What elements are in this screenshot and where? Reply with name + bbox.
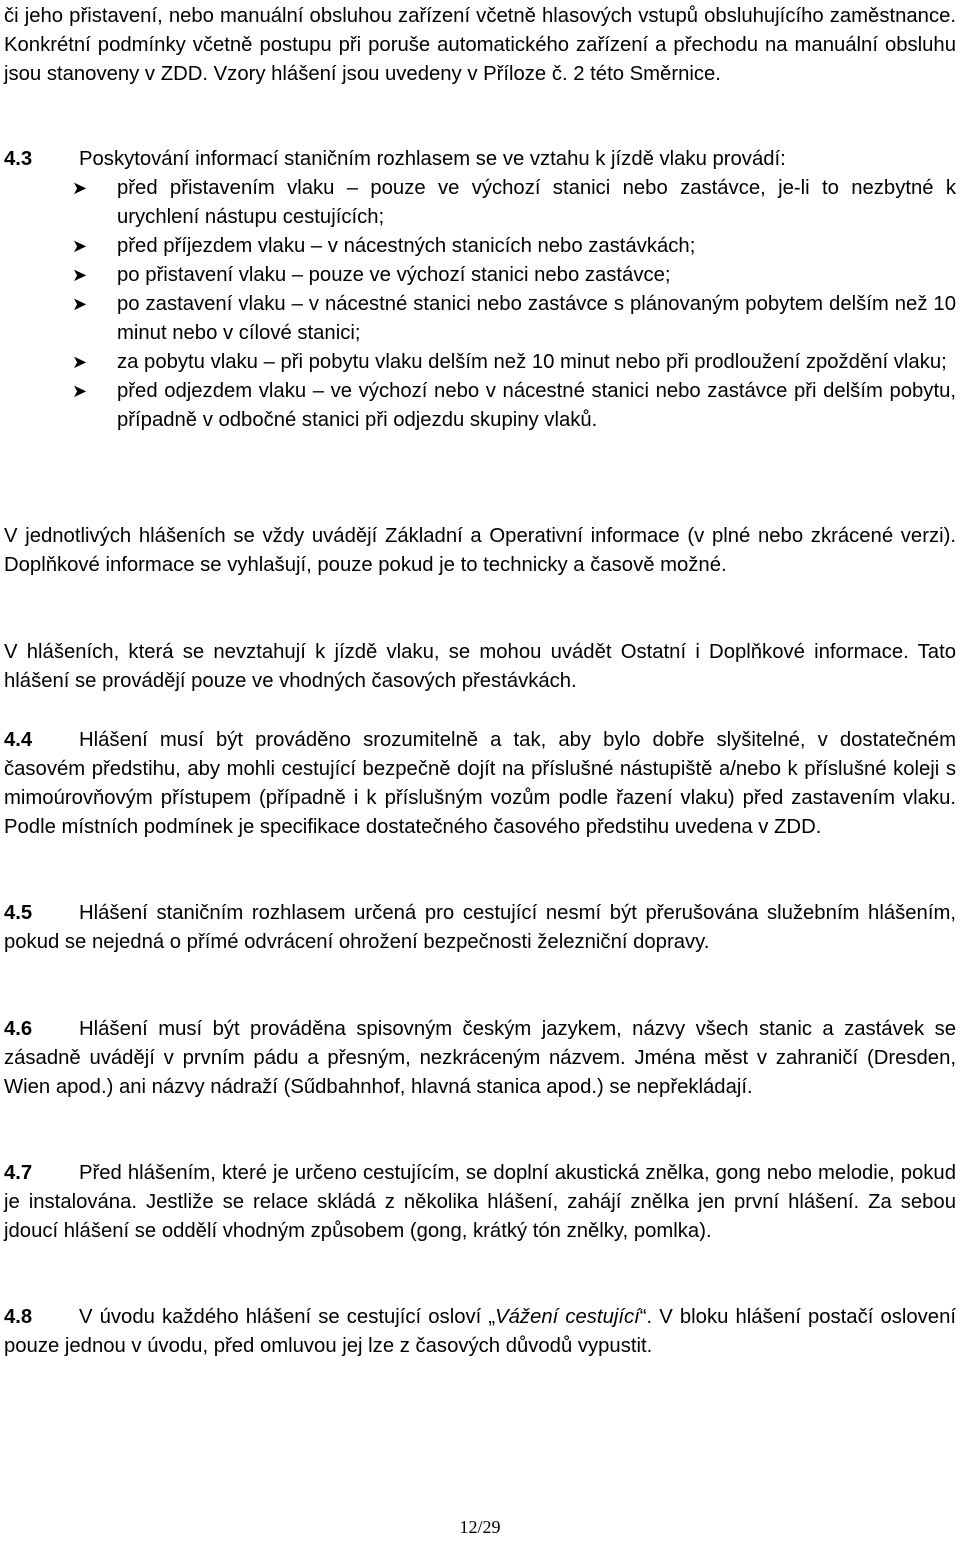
section-4-3-lead bbox=[4, 145, 956, 174]
list-item: ➤ za pobytu vlaku – při pobytu vlaku delším než 10 minut nebo při prodloužení zpoždění vlaku; bbox=[4, 348, 956, 377]
arrowhead-bullet-icon: ➤ bbox=[72, 294, 88, 314]
intro-paragraph bbox=[4, 2, 956, 89]
section-4-3 bbox=[4, 145, 956, 435]
page-number-footer: 12/29 bbox=[459, 1517, 501, 1537]
salutation-italic: Vážení cestující bbox=[495, 1306, 640, 1328]
section-number: 4.4 bbox=[4, 729, 33, 751]
section-number: 4.3 bbox=[4, 148, 33, 170]
list-item: ➤ před odjezdem vlaku – ve výchozí nebo v nácestné stanici nebo zastávce při delším pobytu, případně v odbočné stanici při odjezdu skupiny vlaků. bbox=[4, 377, 956, 435]
section-4-5: 4.5 Hlášení staničním rozhlasem určená pro cestující nesmí být přerušována služebním hlášením, pokud se nejedná o přímé odvrácení ohrožení bezpečnosti železniční dopravy. bbox=[4, 899, 956, 957]
section-4-3-bullet-list bbox=[0, 174, 956, 435]
arrowhead-bullet-icon: ➤ bbox=[72, 236, 88, 256]
list-item: ➤ před přistavením vlaku – pouze ve výchozí stanici nebo zastávce, je-li to nezbytné k urychlení nástupu cestujících; bbox=[4, 174, 956, 232]
list-item: ➤ před příjezdem vlaku – v nácestných stanicích nebo zastávkách; bbox=[4, 232, 956, 261]
list-item: ➤ po přistavení vlaku – pouze ve výchozí stanici nebo zastávce; bbox=[4, 261, 956, 290]
section-number: 4.6 bbox=[4, 1018, 33, 1040]
section-4-3-paragraph-3: V hlášeních, která se nevztahují k jízdě vlaku, se mohou uvádět Ostatní i Doplňkové informace. Tato hlášení se provádějí pouze ve vhodných časových přestávkách. bbox=[4, 641, 956, 692]
section-number: 4.5 bbox=[4, 902, 33, 924]
section-4-7: 4.7 Před hlášením, které je určeno cestujícím, se doplní akustická znělka, gong nebo melodie, pokud je instalována. Jestliže se relace skládá z několika hlášení, zahájí znělka jen první hlášení. Za sebou jdoucí hlášení se oddělí vhodným způsobem (gong, krátký tón znělky, pomlka). bbox=[4, 1159, 956, 1246]
section-4-6: 4.6 Hlášení musí být prováděna spisovným českým jazykem, názvy všech stanic a zastávek se zásadně uvádějí v prvním pádu a přesným, nezkráceným názvem. Jména měst v zahraničí (Dresden, Wien apod.) ani názvy nádraží (Sűdbahnhof, hlavná stanica apod.) se nepřekládají. bbox=[4, 1015, 956, 1102]
arrowhead-bullet-icon: ➤ bbox=[72, 381, 88, 401]
list-item: ➤ po zastavení vlaku – v nácestné stanici nebo zastávce s plánovaným pobytem delším než 10 minut nebo v cílové stanici; bbox=[4, 290, 956, 348]
section-4-3-text: Poskytování informací staničním rozhlasem se ve vztahu k jízdě vlaku provádí: bbox=[79, 148, 786, 170]
arrowhead-bullet-icon: ➤ bbox=[72, 265, 88, 285]
section-4-4: 4.4 Hlášení musí být prováděno srozumitelně a tak, aby bylo dobře slyšitelné, v dostatečném časovém předstihu, aby mohli cestující bezpečně dojít na příslušné nástupiště a/nebo k příslušné koleji s mimoúrovňovým přístupem (případně i k příslušným vozům podle řazení vlaku) před zastavením vlaku. Podle místních podmínek je specifikace dostatečného časového předstihu uvedena v ZDD. bbox=[4, 726, 956, 842]
section-number: 4.7 bbox=[4, 1162, 33, 1184]
section-number: 4.8 bbox=[4, 1306, 33, 1328]
section-4-8: 4.8 V úvodu každého hlášení se cestující osloví „Vážení cestující“. V bloku hlášení postačí oslovení pouze jednou v úvodu, před omluvou jej lze z časových důvodů vypustit. bbox=[4, 1303, 956, 1361]
section-4-3-paragraph-2: V jednotlivých hlášeních se vždy uvádějí Základní a Operativní informace (v plné nebo zkrácené verzi). Doplňkové informace se vyhlašují, pouze pokud je to technicky a časově možné. bbox=[4, 525, 956, 576]
arrowhead-bullet-icon: ➤ bbox=[72, 352, 88, 372]
intro-text: či jeho přistavení, nebo manuální obsluhou zařízení včetně hlasových vstupů obsluhujícího zaměstnance. Konkrétní podmínky včetně postupu při poruše automatického zařízení a přechodu na manuální obsluhu jsou stanoveny v ZDD. Vzory hlášení jsou uvedeny v Příloze č. 2 této Směrnice. bbox=[4, 5, 956, 85]
arrowhead-bullet-icon: ➤ bbox=[72, 178, 88, 198]
